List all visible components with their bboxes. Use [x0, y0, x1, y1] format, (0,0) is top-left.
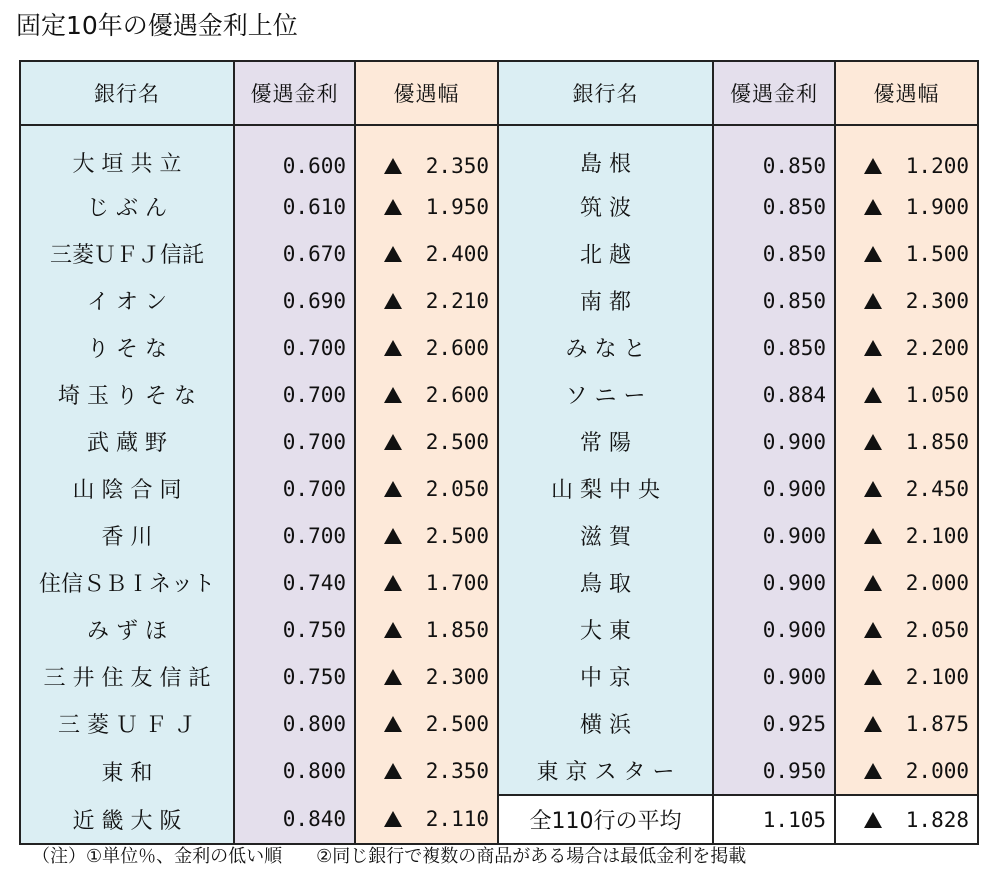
bank-name-right: 東 京 ス タ ー — [498, 747, 713, 795]
margin-value: 1.850 — [905, 429, 969, 454]
up-triangle-icon — [864, 716, 882, 732]
up-triangle-icon — [384, 246, 402, 262]
up-triangle-icon — [864, 812, 882, 828]
up-triangle-icon — [864, 481, 882, 497]
up-triangle-icon — [864, 340, 882, 356]
header-margin-left: 優遇幅 — [355, 61, 498, 125]
up-triangle-icon — [864, 158, 882, 174]
margin-value: 1.700 — [425, 570, 489, 595]
header-bank-right: 銀行名 — [498, 61, 713, 125]
bank-name-left: み ず ほ — [20, 606, 234, 653]
bank-name-right: 滋 賀 — [498, 512, 713, 559]
table-row — [20, 747, 978, 795]
up-triangle-icon — [864, 434, 882, 450]
bank-name-left: り そ な — [20, 324, 234, 371]
margin-value: 2.210 — [425, 288, 489, 313]
rate-right: 0.900 — [713, 606, 835, 653]
average-margin — [835, 795, 978, 844]
rate-right: 0.925 — [713, 700, 835, 747]
margin-right — [835, 183, 978, 230]
up-triangle-icon — [864, 199, 882, 215]
rate-right: 0.850 — [713, 324, 835, 371]
bank-name-right: 山 梨 中 央 — [498, 465, 713, 512]
rate-left: 0.700 — [234, 418, 355, 465]
up-triangle-icon — [864, 293, 882, 309]
up-triangle-icon — [384, 528, 402, 544]
rate-left: 0.840 — [234, 795, 355, 844]
bank-name-left: 埼 玉 り そ な — [20, 371, 234, 418]
margin-left — [355, 653, 498, 700]
margin-right — [835, 606, 978, 653]
margin-value: 2.500 — [425, 523, 489, 548]
up-triangle-icon — [384, 481, 402, 497]
rate-right: 0.850 — [713, 277, 835, 324]
bank-name-right: 鳥 取 — [498, 559, 713, 606]
margin-value: 2.600 — [425, 335, 489, 360]
margin-left — [355, 324, 498, 371]
footnote-2: ②同じ銀行で複数の商品がある場合は最低金利を掲載 — [316, 846, 747, 867]
bank-name-right: ソ ニ ー — [498, 371, 713, 418]
margin-value: 1.500 — [905, 241, 969, 266]
rate-left: 0.700 — [234, 371, 355, 418]
margin-left — [355, 277, 498, 324]
rate-right: 0.850 — [713, 230, 835, 277]
rate-right: 0.900 — [713, 559, 835, 606]
up-triangle-icon — [864, 246, 882, 262]
margin-value: 2.600 — [425, 382, 489, 407]
margin-left — [355, 418, 498, 465]
margin-value: 2.100 — [905, 664, 969, 689]
margin-value: 2.000 — [905, 758, 969, 783]
bank-name-right: 常 陽 — [498, 418, 713, 465]
rate-right: 0.884 — [713, 371, 835, 418]
rate-right: 0.900 — [713, 512, 835, 559]
up-triangle-icon — [864, 387, 882, 403]
margin-right — [835, 559, 978, 606]
up-triangle-icon — [384, 293, 402, 309]
up-triangle-icon — [384, 716, 402, 732]
rate-left: 0.800 — [234, 700, 355, 747]
margin-value: 1.850 — [425, 617, 489, 642]
rate-left: 0.700 — [234, 465, 355, 512]
header-rate-left: 優遇金利 — [234, 61, 355, 125]
header-rate-right: 優遇金利 — [713, 61, 835, 125]
margin-left — [355, 747, 498, 795]
up-triangle-icon — [384, 199, 402, 215]
bank-name-left: 三 井 住 友 信 託 — [20, 653, 234, 700]
table-row — [20, 418, 978, 465]
rate-right: 0.850 — [713, 125, 835, 183]
page-title: 固定10年の優遇金利上位 — [16, 11, 298, 40]
margin-value: 2.500 — [425, 711, 489, 736]
margin-value: 2.050 — [425, 476, 489, 501]
table-body — [20, 125, 978, 844]
bank-name-left: イ オ ン — [20, 277, 234, 324]
up-triangle-icon — [384, 387, 402, 403]
rate-left: 0.750 — [234, 653, 355, 700]
margin-right — [835, 465, 978, 512]
up-triangle-icon — [864, 669, 882, 685]
bank-name-left: 住信ＳＢＩネット — [20, 559, 234, 606]
table-row — [20, 512, 978, 559]
margin-value: 2.350 — [425, 154, 489, 178]
bank-name-left: 山 陰 合 同 — [20, 465, 234, 512]
margin-right — [835, 125, 978, 183]
margin-left — [355, 559, 498, 606]
up-triangle-icon — [384, 575, 402, 591]
rate-left: 0.610 — [234, 183, 355, 230]
margin-left — [355, 700, 498, 747]
rate-right: 0.900 — [713, 418, 835, 465]
margin-value: 2.350 — [425, 759, 489, 783]
table-row — [20, 606, 978, 653]
rate-right: 0.900 — [713, 653, 835, 700]
margin-left — [355, 512, 498, 559]
margin-value: 2.300 — [905, 288, 969, 313]
margin-value: 2.050 — [905, 617, 969, 642]
bank-name-left: 大 垣 共 立 — [20, 125, 234, 183]
bank-name-left: 近 畿 大 阪 — [20, 795, 234, 844]
margin-value: 1.875 — [905, 711, 969, 736]
average-rate: 1.105 — [713, 795, 835, 844]
table-row — [20, 324, 978, 371]
margin-right — [835, 653, 978, 700]
up-triangle-icon — [384, 622, 402, 638]
rate-right: 0.950 — [713, 747, 835, 795]
rate-left: 0.700 — [234, 512, 355, 559]
rate-left: 0.740 — [234, 559, 355, 606]
table-row — [20, 277, 978, 324]
bank-name-left: 三菱ＵＦＪ信託 — [20, 230, 234, 277]
bank-name-left: 武 蔵 野 — [20, 418, 234, 465]
up-triangle-icon — [864, 622, 882, 638]
bank-name-right: 北 越 — [498, 230, 713, 277]
margin-value: 2.110 — [425, 807, 489, 831]
rate-left: 0.600 — [234, 125, 355, 183]
table-row — [20, 700, 978, 747]
margin-left — [355, 230, 498, 277]
bank-name-left: 三 菱 Ｕ Ｆ Ｊ — [20, 700, 234, 747]
margin-right — [835, 512, 978, 559]
margin-value: 1.950 — [425, 194, 489, 219]
bank-name-left: 東 和 — [20, 747, 234, 795]
margin-left — [355, 795, 498, 844]
margin-left — [355, 125, 498, 183]
rate-right: 0.850 — [713, 183, 835, 230]
margin-right — [835, 418, 978, 465]
bank-name-right: 中 京 — [498, 653, 713, 700]
margin-left — [355, 606, 498, 653]
margin-right — [835, 277, 978, 324]
bank-name-right: 島 根 — [498, 125, 713, 183]
table-row — [20, 559, 978, 606]
margin-value: 1.828 — [905, 807, 969, 832]
margin-left — [355, 183, 498, 230]
table-row — [20, 653, 978, 700]
margin-value: 2.500 — [425, 429, 489, 454]
table-row — [20, 125, 978, 183]
margin-value: 2.200 — [905, 335, 969, 360]
margin-left — [355, 465, 498, 512]
bank-name-right: 筑 波 — [498, 183, 713, 230]
header-bank-left: 銀行名 — [20, 61, 234, 125]
up-triangle-icon — [864, 763, 882, 779]
up-triangle-icon — [864, 575, 882, 591]
header-row — [20, 61, 978, 125]
margin-value: 1.200 — [905, 154, 969, 178]
rate-left: 0.670 — [234, 230, 355, 277]
margin-value: 1.050 — [905, 382, 969, 407]
table-row — [20, 795, 978, 844]
rate-left: 0.750 — [234, 606, 355, 653]
up-triangle-icon — [384, 434, 402, 450]
footnote-1: ①単位％、金利の低い順 — [86, 846, 283, 867]
table-row — [20, 465, 978, 512]
margin-right — [835, 230, 978, 277]
rates-table — [19, 60, 979, 845]
bank-name-right: み な と — [498, 324, 713, 371]
bank-name-right: 南 都 — [498, 277, 713, 324]
table-row — [20, 230, 978, 277]
bank-name-right: 横 浜 — [498, 700, 713, 747]
margin-left — [355, 371, 498, 418]
rate-right: 0.900 — [713, 465, 835, 512]
margin-value: 2.000 — [905, 570, 969, 595]
rate-left: 0.800 — [234, 747, 355, 795]
up-triangle-icon — [384, 669, 402, 685]
margin-right — [835, 700, 978, 747]
margin-right — [835, 747, 978, 795]
table-row — [20, 183, 978, 230]
bank-name-left: じ ぶ ん — [20, 183, 234, 230]
up-triangle-icon — [864, 528, 882, 544]
table-header — [20, 61, 978, 125]
margin-value: 1.900 — [905, 194, 969, 219]
up-triangle-icon — [384, 763, 402, 779]
header-margin-right: 優遇幅 — [835, 61, 978, 125]
bank-name-left: 香 川 — [20, 512, 234, 559]
margin-right — [835, 371, 978, 418]
margin-value: 2.100 — [905, 523, 969, 548]
table-row — [20, 371, 978, 418]
margin-value: 2.400 — [425, 241, 489, 266]
rate-left: 0.690 — [234, 277, 355, 324]
footnote — [32, 845, 746, 869]
margin-right — [835, 324, 978, 371]
bank-name-right: 大 東 — [498, 606, 713, 653]
average-label: 全110行の平均 — [498, 795, 713, 844]
up-triangle-icon — [384, 811, 402, 827]
up-triangle-icon — [384, 340, 402, 356]
margin-value: 2.450 — [905, 476, 969, 501]
footnote-prefix: （注） — [32, 846, 86, 867]
margin-value: 2.300 — [425, 664, 489, 689]
rate-left: 0.700 — [234, 324, 355, 371]
up-triangle-icon — [384, 158, 402, 174]
